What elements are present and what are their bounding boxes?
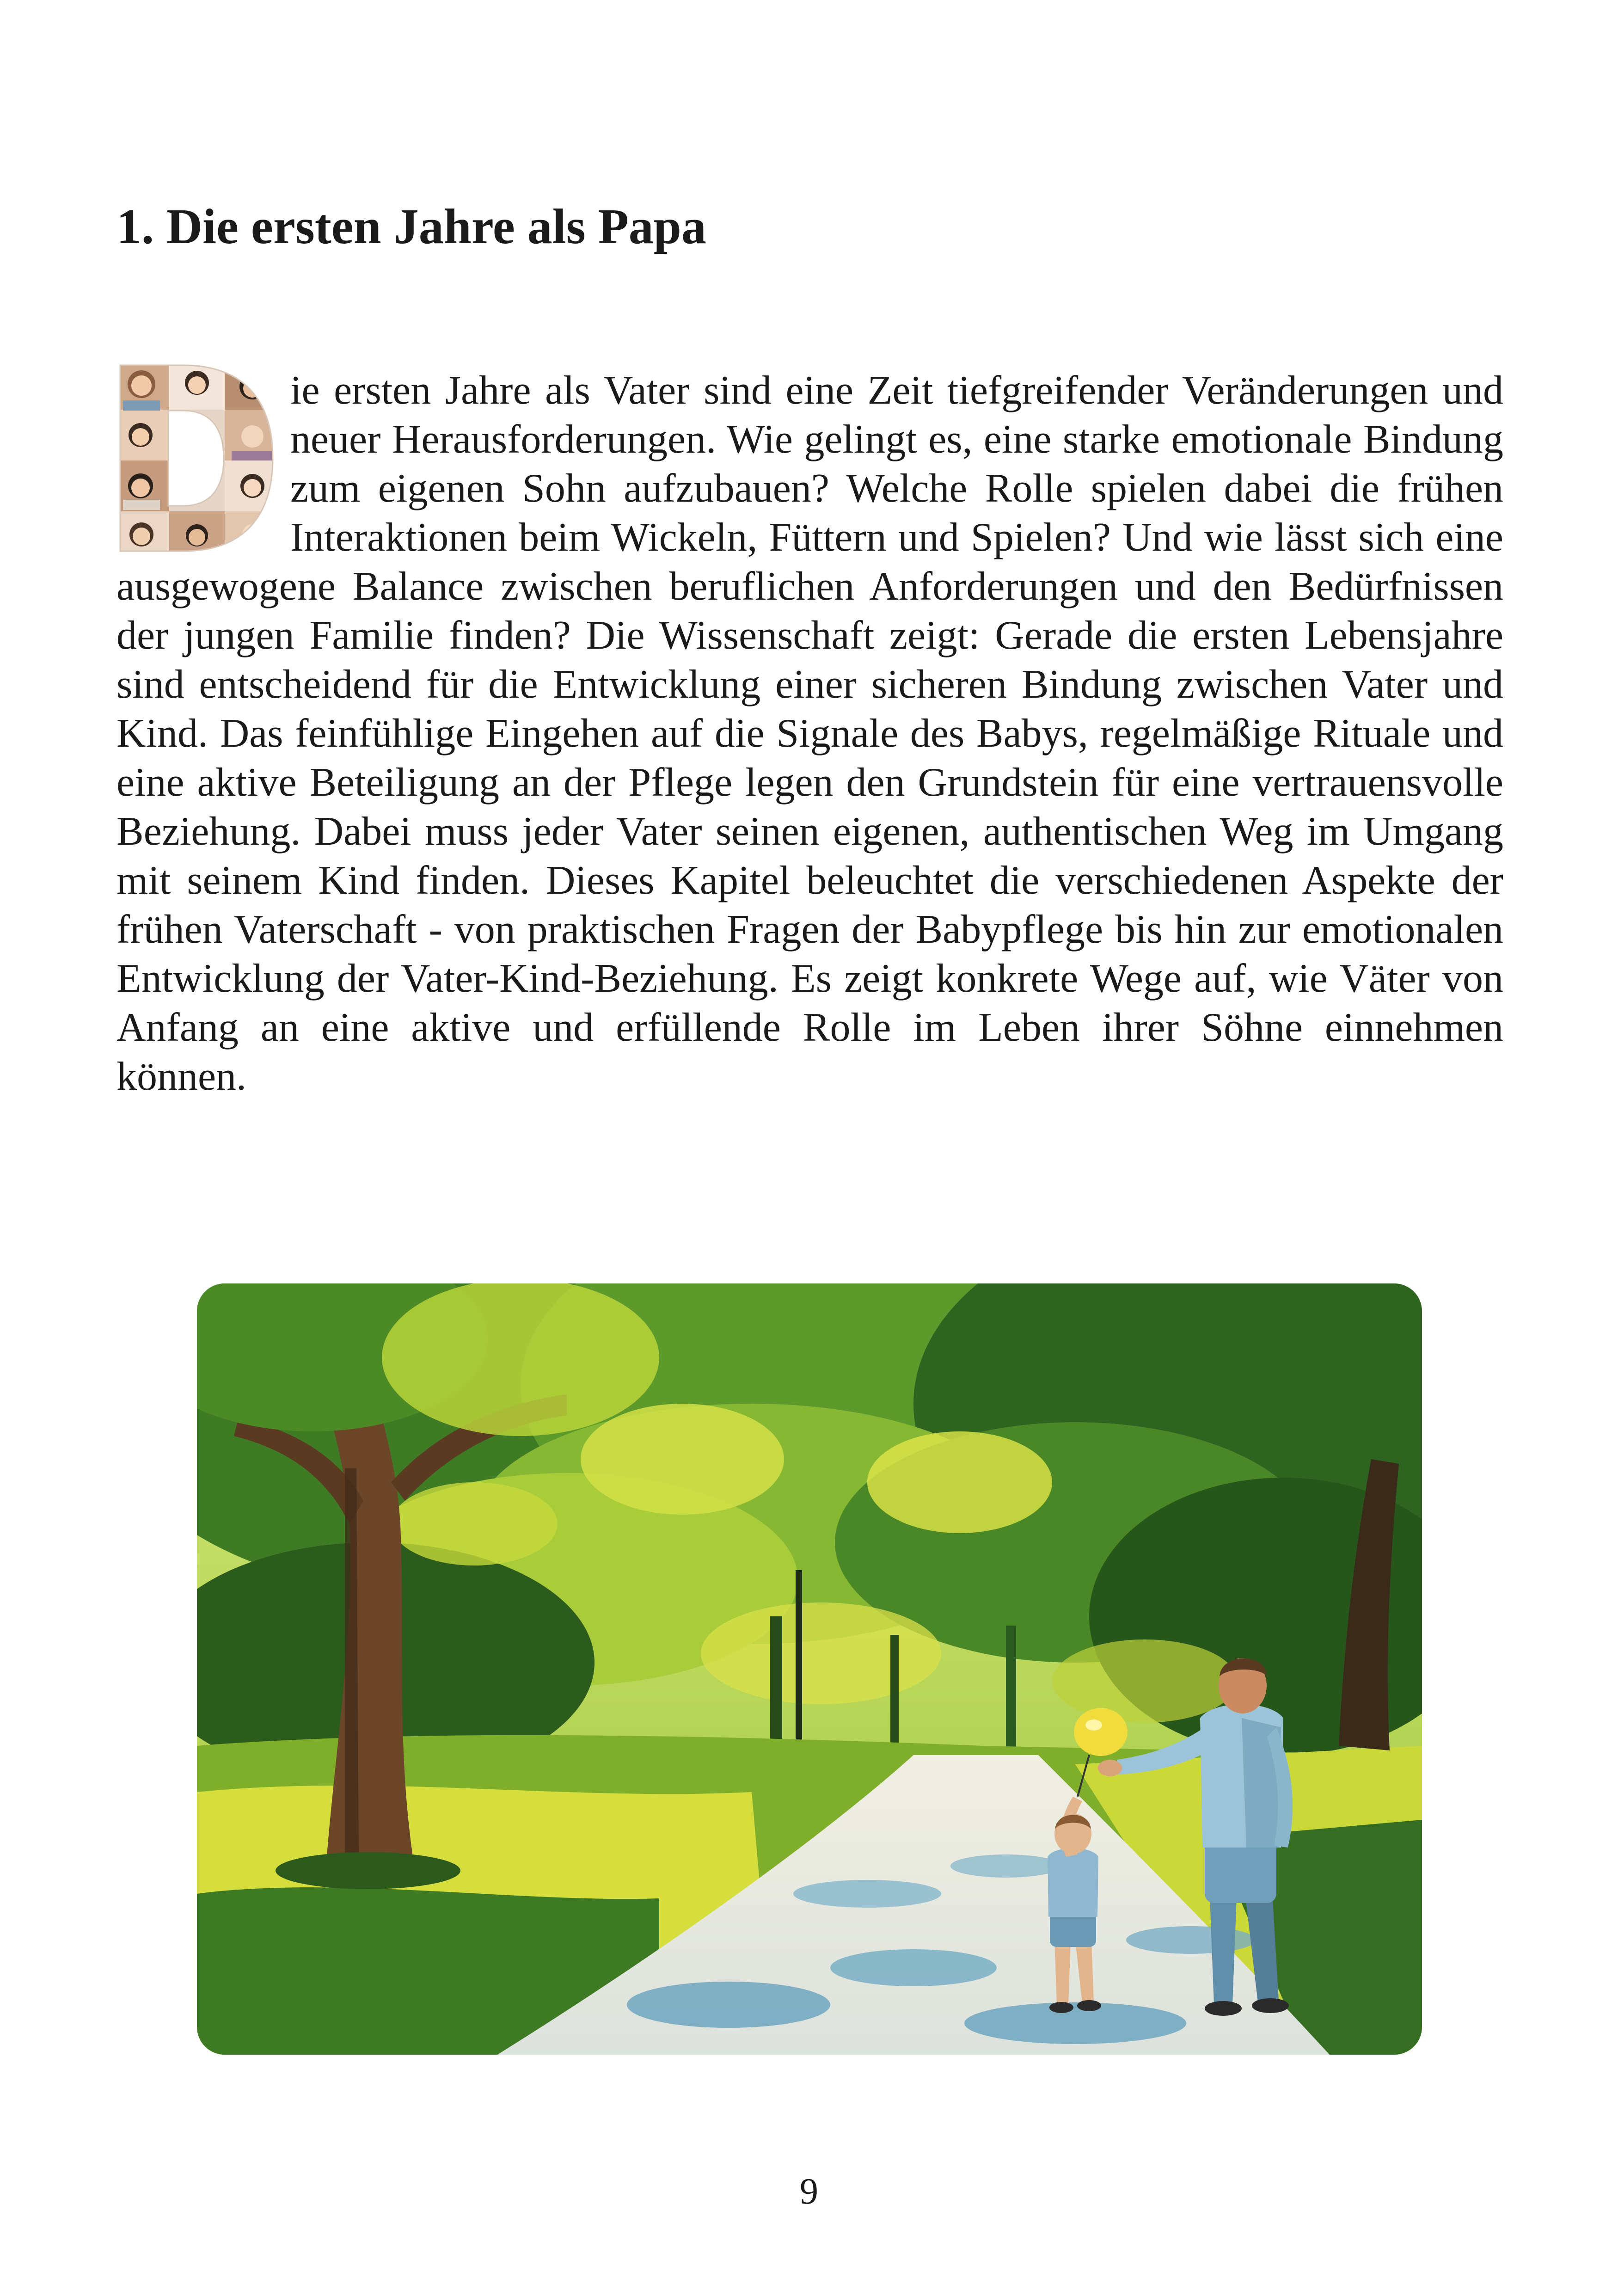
park-illustration [197,1283,1422,2055]
body-paragraph [116,366,1503,1101]
body-text: ie ersten Jahre als Vater sind eine Zeit tiefgreifender Veränderungen und neuer Herausforderungen. Wie gelingt es, eine starke emotionale Bindung zum eigenen Sohn aufzubauen? Welche Rolle spielen dabei die frühen Interaktionen beim Wickeln, Füttern und Spielen? Und wie lässt sich eine ausgewogene Balance zwischen beruflichen Anforderungen und den Bedürfnissen der jungen Familie finden? Die Wissenschaft zeigt: Gerade die ersten Lebensjahre sind entscheidend für die Entwicklung einer sicheren Bindung zwischen Vater und Kind. Das feinfühlige Eingehen auf die Signale des Babys, regelmäßige Rituale und eine aktive Beteiligung an der Pflege legen den Grundstein für eine vertrauensvolle Beziehung. Dabei muss jeder Vater seinen eigenen, authentischen Weg im Umgang mit seinem Kind finden. Dieses Kapitel beleuchtet die verschiedenen Aspekte der frühen Vaterschaft - von praktischen Fragen der Babypflege bis hin zur emotionalen Entwicklung der Vater-Kind-Beziehung. Es zeigt konkrete Wege auf, wie Väter von Anfang an eine aktive und erfüllende Rolle im Leben ihrer Söhne einnehmen können. [116,368,1503,1099]
page-number: 9 [800,2171,818,2212]
chapter-title: 1. Die ersten Jahre als Papa [116,199,706,254]
drop-cap-spacer [116,366,290,560]
